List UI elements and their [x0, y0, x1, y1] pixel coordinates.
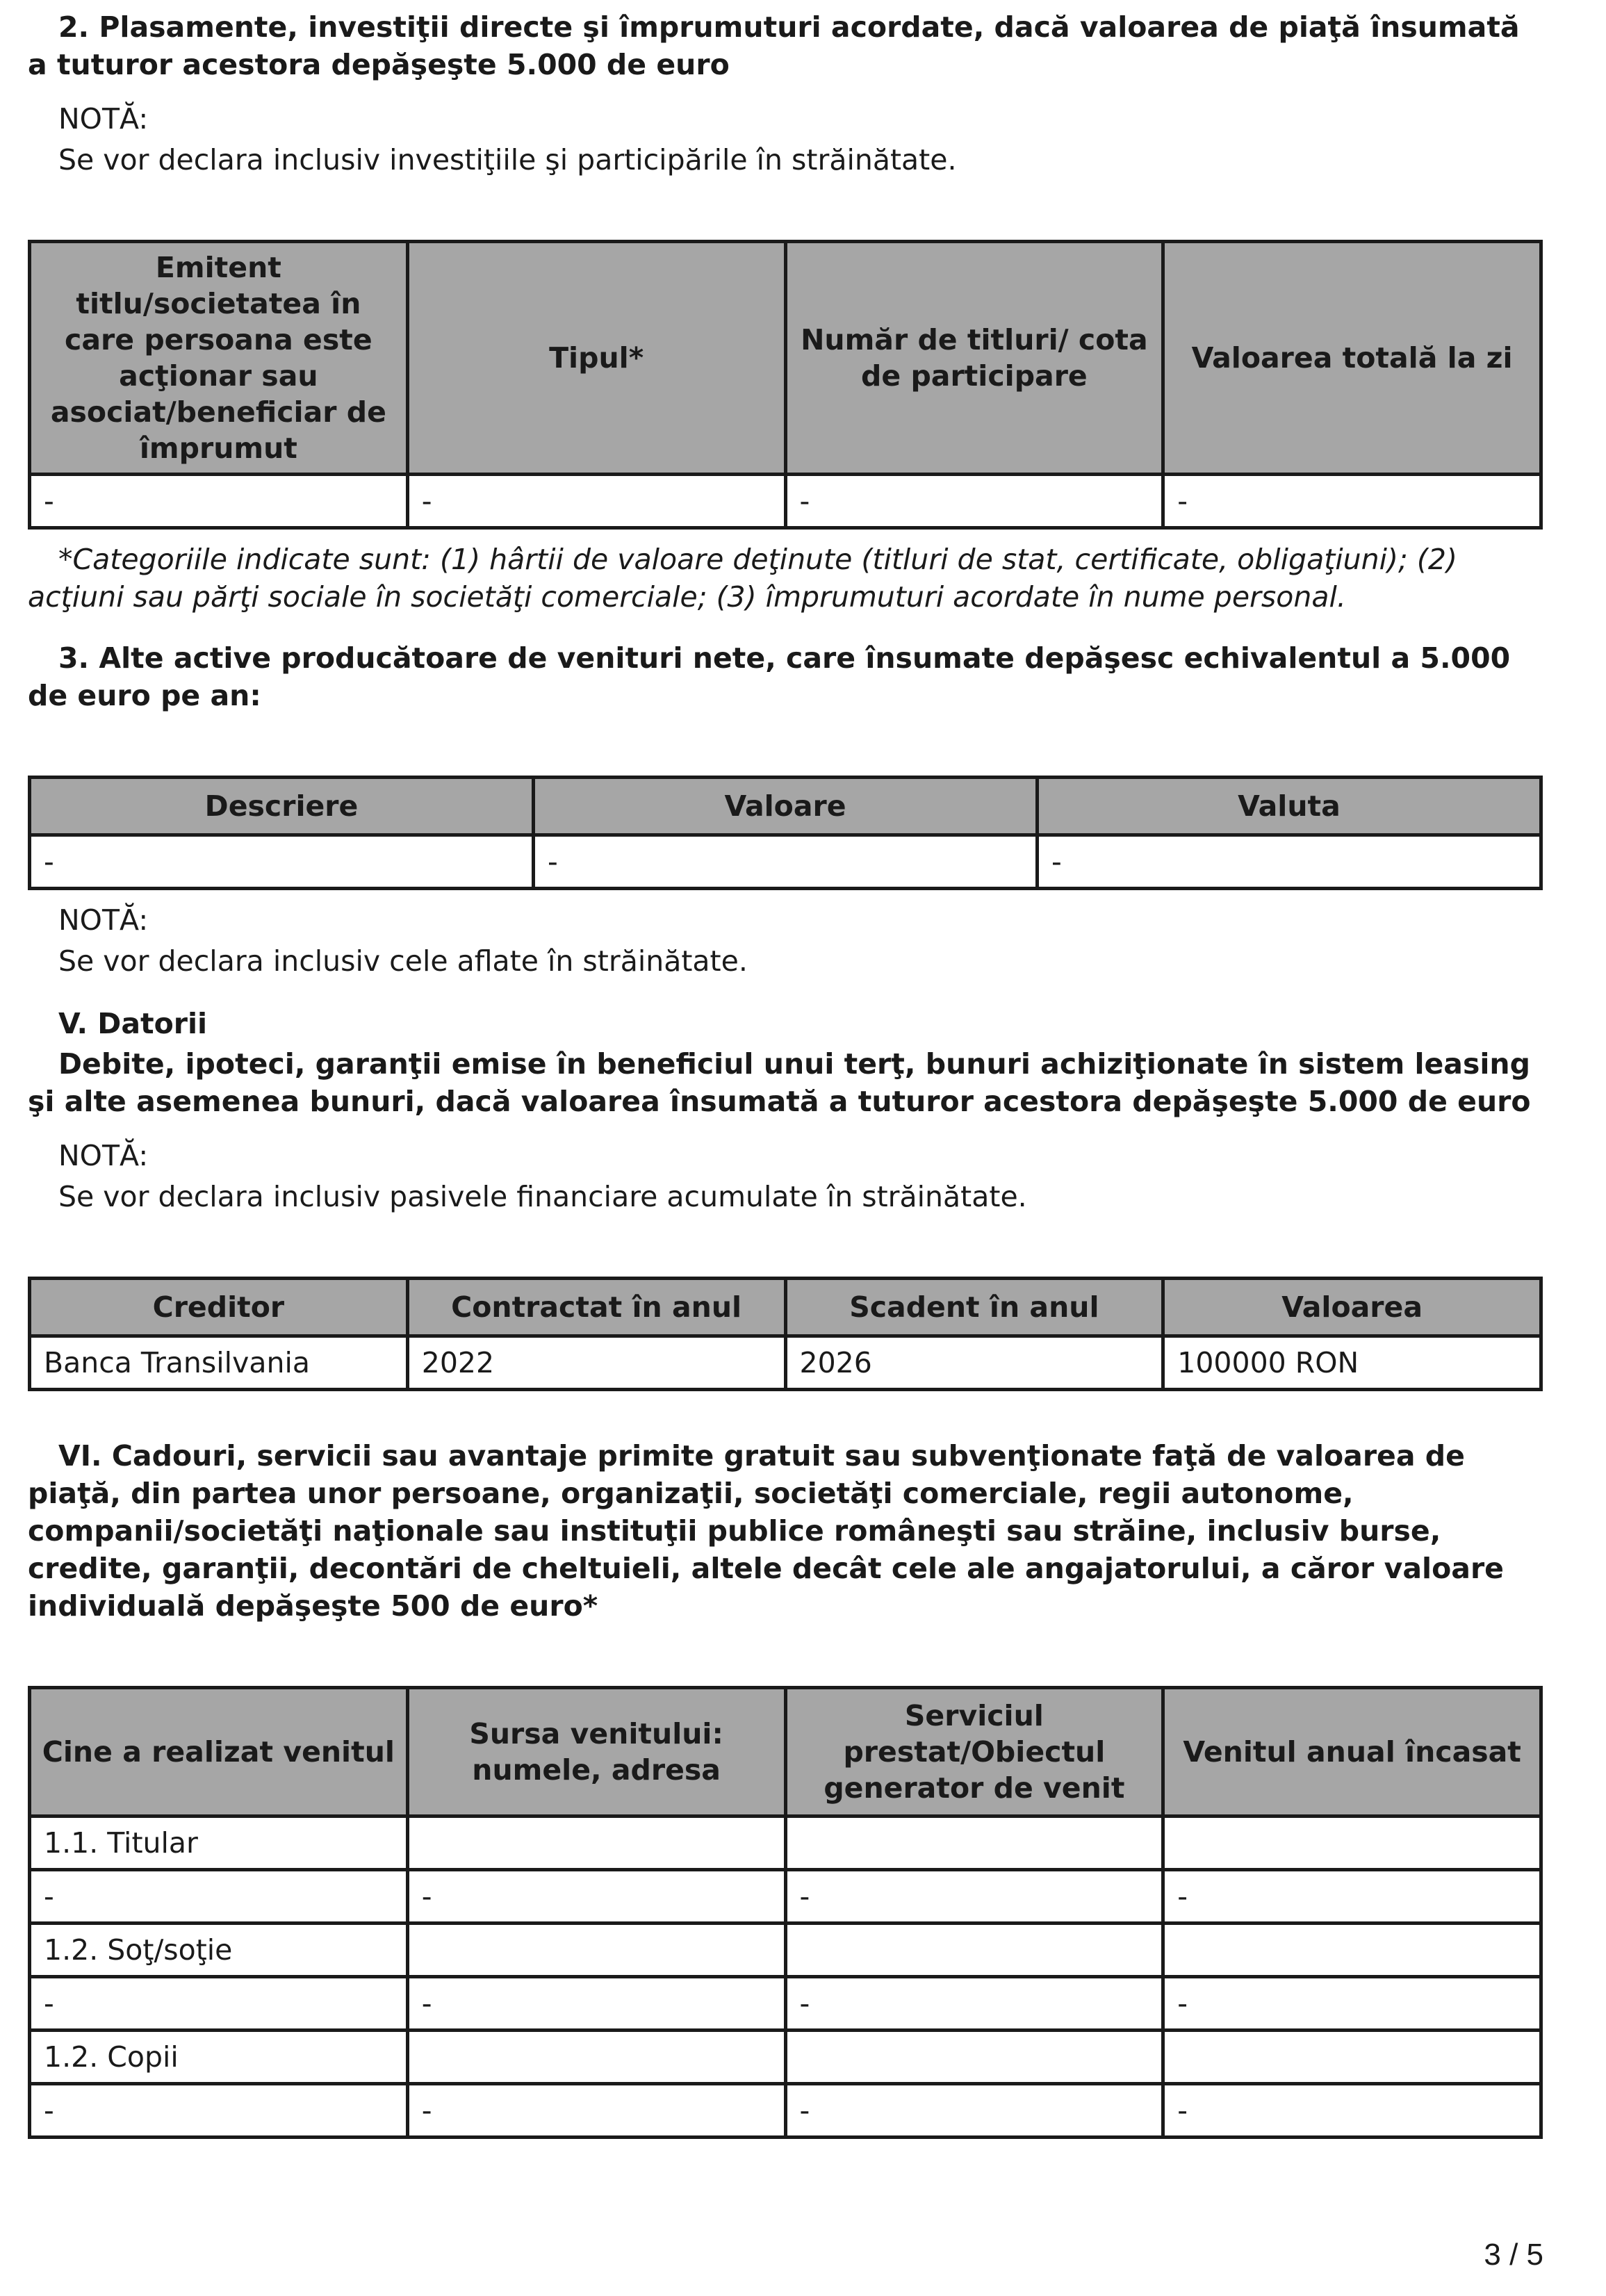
- table-row: [30, 475, 1541, 528]
- col-header-due-year: Scadent în anul: [785, 1279, 1163, 1336]
- col-header-source: Sursa venitului: numele, adresa: [407, 1688, 785, 1817]
- col-header-issuer: Emitent titlu/societatea în care persoana este acţionar sau asociat/beneficiar de împrumut: [30, 242, 408, 475]
- document-page: [28, 8, 1543, 2139]
- col-header-count: Număr de titluri/ cota de participare: [785, 242, 1163, 475]
- table-cell: [785, 1817, 1163, 1870]
- table-cell: -: [1163, 475, 1541, 528]
- section-3-heading: 3. Alte active producătoare de venituri nete, care însumate depăşesc echivalentul a 5.000 de euro pe an:: [28, 641, 1511, 712]
- table-row: [30, 1924, 1541, 1977]
- table-cell: -: [30, 1977, 408, 2031]
- col-header-contracted-year: Contractat în anul: [407, 1279, 785, 1336]
- table-cell: -: [1038, 835, 1541, 889]
- table-row: [30, 1977, 1541, 2031]
- section-2-heading: 2. Plasamente, investiţii directe şi împrumuturi acordate, dacă valoarea de piaţă însumată a tuturor acestora depăşeşte 5.000 de euro: [28, 10, 1520, 81]
- col-header-value: Valoare: [534, 778, 1038, 835]
- table-cell: -: [407, 2084, 785, 2138]
- table-row: [30, 1870, 1541, 1924]
- col-header-service: Serviciul prestat/Obiectul generator de venit: [785, 1688, 1163, 1817]
- section-vi-heading: VI. Cadouri, servicii sau avantaje primite gratuit sau subvenţionate faţă de valoarea de piaţă, din partea unor persoane, organizaţii, societăţi comerciale, regii autonome, companii/societăţi naţionale sau instituţii publice româneşti sau străine, inclusiv burse, credite, garanţii, decontări de cheltuieli, altele decât cele ale angajatorului, a căror valoare individuală depăşeşte 500 de euro*: [28, 1439, 1504, 1623]
- table-row: [30, 2031, 1541, 2084]
- col-header-beneficiary: Cine a realizat venitul: [30, 1688, 408, 1817]
- table-row: [30, 2084, 1541, 2138]
- table-cell: 2026: [785, 1336, 1163, 1390]
- table-cell: 1.2. Copii: [30, 2031, 408, 2084]
- table-cell: [407, 1924, 785, 1977]
- col-header-currency: Valuta: [1038, 778, 1541, 835]
- table-cell: -: [1163, 1870, 1541, 1924]
- table-cell: 2022: [407, 1336, 785, 1390]
- table-header-row: [30, 242, 1541, 475]
- col-header-amount: Valoarea: [1163, 1279, 1541, 1336]
- col-header-type: Tipul*: [407, 242, 785, 475]
- table-cell: -: [30, 835, 534, 889]
- table-cell: -: [407, 475, 785, 528]
- table-cell: [1163, 1924, 1541, 1977]
- table-cell: [1163, 2031, 1541, 2084]
- table-cell: -: [785, 2084, 1163, 2138]
- col-header-total-value: Valoarea totală la zi: [1163, 242, 1541, 475]
- section-2-note-label: NOTĂ:: [58, 102, 149, 136]
- table-cell: 100000 RON: [1163, 1336, 1541, 1390]
- table-cell: [785, 1924, 1163, 1977]
- table-cell: -: [30, 475, 408, 528]
- table-row: [30, 835, 1541, 889]
- section-3-note-label: NOTĂ:: [58, 903, 149, 937]
- gifts-table: [28, 1686, 1543, 2139]
- page-number: 3 / 5: [1484, 2238, 1543, 2272]
- table-cell: -: [30, 2084, 408, 2138]
- table-cell: [407, 1817, 785, 1870]
- table-cell: -: [1163, 2084, 1541, 2138]
- section-v-title: V. Datorii: [58, 1007, 208, 1040]
- table-cell: -: [785, 1977, 1163, 2031]
- section-2-note-text: Se vor declara inclusiv investiţiile şi participările în străinătate.: [58, 143, 957, 177]
- table-cell: -: [785, 475, 1163, 528]
- table-header-row: [30, 778, 1541, 835]
- table-cell: 1.1. Titular: [30, 1817, 408, 1870]
- table-cell: [1163, 1817, 1541, 1870]
- investments-table: [28, 240, 1543, 530]
- table-cell: -: [1163, 1977, 1541, 2031]
- table-row: [30, 1817, 1541, 1870]
- col-header-creditor: Creditor: [30, 1279, 408, 1336]
- table-cell: -: [407, 1977, 785, 2031]
- table-cell: [785, 2031, 1163, 2084]
- col-header-annual-income: Venitul anual încasat: [1163, 1688, 1541, 1817]
- table-cell: Banca Transilvania: [30, 1336, 408, 1390]
- table-cell: [407, 2031, 785, 2084]
- table-cell: -: [407, 1870, 785, 1924]
- section-v-note-label: NOTĂ:: [58, 1139, 149, 1172]
- table-header-row: [30, 1688, 1541, 1817]
- table-cell: -: [534, 835, 1038, 889]
- section-2-footnote: *Categoriile indicate sunt: (1) hârtii de valoare deţinute (titluri de stat, certificate, obligaţiuni); (2) acţiuni sau părţi sociale în societăţi comerciale; (3) împrumuturi acordate în nume personal.: [28, 543, 1457, 614]
- other-assets-table: [28, 776, 1543, 890]
- section-3-note-text: Se vor declara inclusiv cele aflate în străinătate.: [58, 944, 748, 978]
- section-v-note-text: Se vor declara inclusiv pasivele financiare acumulate în străinătate.: [58, 1180, 1027, 1213]
- col-header-description: Descriere: [30, 778, 534, 835]
- table-row: [30, 1336, 1541, 1390]
- debts-table: [28, 1277, 1543, 1391]
- table-cell: 1.2. Soţ/soţie: [30, 1924, 408, 1977]
- table-cell: -: [30, 1870, 408, 1924]
- table-cell: -: [785, 1870, 1163, 1924]
- section-v-heading: Debite, ipoteci, garanţii emise în beneficiul unui terţ, bunuri achiziţionate în sistem leasing şi alte asemenea bunuri, dacă valoarea însumată a tuturor acestora depăşeşte 5.000 de euro: [28, 1047, 1531, 1118]
- table-header-row: [30, 1279, 1541, 1336]
